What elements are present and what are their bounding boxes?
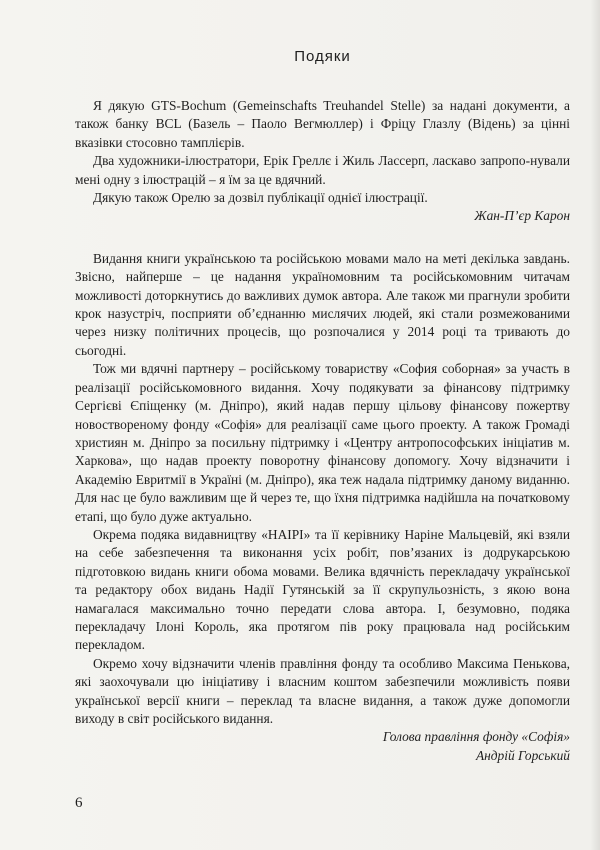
section-gap (75, 226, 570, 250)
page-number: 6 (75, 795, 83, 811)
ack2-signature-name: Андрій Горський (475, 747, 570, 763)
ack1-paragraph-1: Я дякую GTS-Bochum (Gemeinschafts Treuhandel Stelle) за надані документи, а також банку BCL (Базель – Паоло Вегмюллер) і Фріцу Глазлу (Відень) за цінні вказівки стосовно тамплієрів. (75, 98, 570, 150)
ack1-paragraph-2: Два художники-ілюстратори, Ерік Греллє і Жиль Лассерп, ласкаво запропо-нували мені одну з ілюстрацій – я їм за це вдячний. (75, 153, 570, 187)
ack2-signature-role: Голова правління фонду «Софія» (382, 729, 570, 745)
ack2-paragraph-2: Тож ми вдячні партнеру – російському товариству «София соборная» за участь в реалізації російськомовного видання. Хочу подякувати за фінансову підтримку Сергієві Єпіщенку (м. Дніпро), який надав першу цільову фінансову пожертву новоствореному фонду «Софія» для реалізації саме цього проекту. А також Громаді християн м. Дніпро за посильну підтримку і «Центру антропософських ініціатив м. Харкова», що надав проекту поворотну фінансову допомогу. Хочу відзначити і Академію Евритмії в Україні (м. Дніпро), яка теж надала підтримку даному виданню. Для нас це було важливим ще й через те, що їхня підтримка надійшла на початковому етапі, що було дуже актуально. (75, 361, 570, 524)
ack2-paragraph-1: Видання книги українською та російською мовами мало на меті декілька завдань. Звісно, найперше – це надання україномовним та російськомовним читачам можливості доторкнутись до важливих думок автора. Але також ми прагнули зробити крок назустріч, посприяти об’єднанню мислячих людей, які стали розмежованими через низку політичних процесів, що розпочалися у 2014 році та тривають до сьогодні. (75, 250, 570, 358)
ack1-paragraph-3: Дякую також Орелю за дозвіл публікації однієї ілюстрації. (93, 190, 428, 206)
ack2-paragraph-3: Окрема подяка видавництву «НАІРІ» та її керівнику Наріне Мальцевій, які взяли на себе забезпечення та виконання усіх робіт, пов’язаних із додрукарською підготовкою видань книги обома мовами. Велика вдячність перекладачу української та редактору обох видань Надії Гутянській за її скрупульозність, з якою вона намагалася максимально точно передати слова автора. І, безумовно, подяка перекладачу Ілоні Король, яка протягом пів року працювала над російським перекладом. (75, 526, 570, 653)
ack2-paragraph-4: Окремо хочу відзначити членів правління фонду та особливо Максима Пенькова, які заохочували цю ініціативу і власним коштом забезпечили можливість появи української версії книги – переклад та власне видання, а також дуже допомогли виходу в світ російського видання. (75, 655, 570, 726)
page-title: Подяки (294, 48, 351, 65)
ack1-signature: Жан-П’єр Карон (474, 208, 570, 224)
page-edge-shadow (590, 0, 600, 850)
